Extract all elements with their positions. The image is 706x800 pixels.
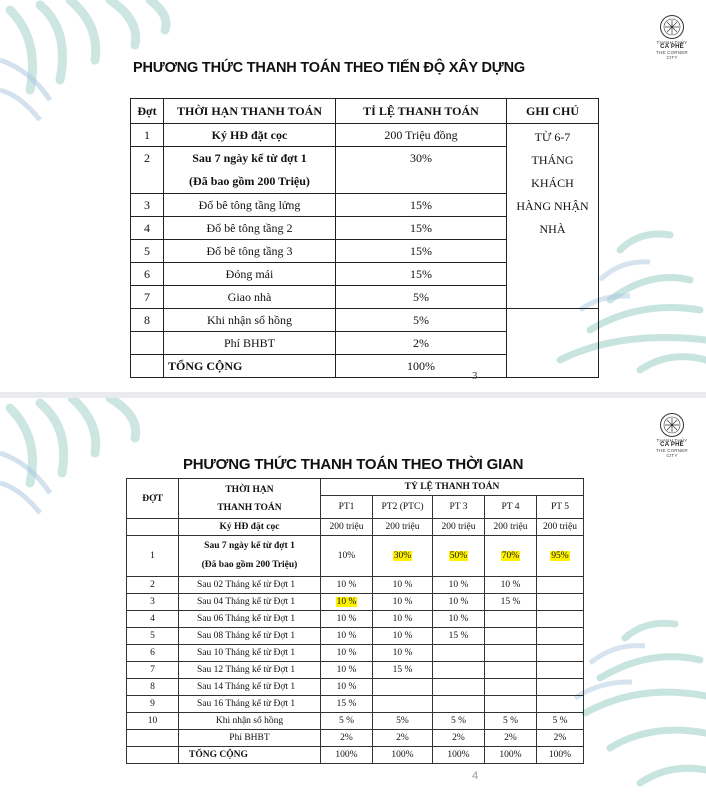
cell-dot: 7	[131, 286, 164, 309]
cell-value	[433, 679, 485, 696]
cell-total-rate: 100%	[336, 355, 507, 378]
time-payment-table	[126, 478, 584, 764]
cell-term: Sau 10 Tháng kể từ Đợt 1	[179, 645, 321, 662]
table-row	[127, 577, 584, 594]
cell-rate: 2%	[336, 332, 507, 355]
cell-term-line-1: Sau 7 ngày kể từ đợt 1	[204, 541, 295, 551]
cell-value: 10 %	[433, 594, 485, 611]
logo-line-3: THE CORNER CITY	[656, 448, 688, 458]
cell-dot: 1	[127, 536, 179, 577]
cell-term: Sau 02 Tháng kể từ Đợt 1	[179, 577, 321, 594]
cell-dot: 9	[127, 696, 179, 713]
cell-term	[164, 147, 336, 194]
slide-4	[0, 398, 706, 800]
cell-rate: 30%	[336, 147, 507, 194]
cell-value: 5%	[373, 713, 433, 730]
cell-term: Khi nhận sổ hồng	[179, 713, 321, 730]
table-row	[127, 696, 584, 713]
table-row	[127, 645, 584, 662]
brand-logo	[652, 412, 692, 458]
note-cell-empty	[507, 309, 599, 378]
logo-emblem-icon	[659, 412, 685, 438]
table-row	[127, 679, 584, 696]
cell-value: 5 %	[485, 713, 537, 730]
cell-rate: 200 Triệu đồng	[336, 124, 507, 147]
cell-dot: 10	[127, 713, 179, 730]
cell-value: 5 %	[321, 713, 373, 730]
highlighted-value: 70%	[501, 551, 520, 561]
cell-term: Sau 08 Tháng kể từ Đợt 1	[179, 628, 321, 645]
header-plan: PT 4	[485, 496, 537, 519]
cell-value	[373, 679, 433, 696]
cell-dot: 5	[131, 240, 164, 263]
cell-term: Phí BHBT	[179, 730, 321, 747]
note-line: THÁNG	[531, 153, 574, 167]
cell-dot: 6	[131, 263, 164, 286]
cell-rate: 15%	[336, 194, 507, 217]
header-plan: PT2 (PTC)	[373, 496, 433, 519]
cell-value	[537, 577, 584, 594]
cell-term: Sau 04 Tháng kể từ Đợt 1	[179, 594, 321, 611]
table-row	[127, 730, 584, 747]
cell-value: 5 %	[537, 713, 584, 730]
highlighted-value: 10 %	[336, 597, 357, 607]
table-header-row	[131, 99, 599, 124]
slide-3	[0, 0, 706, 392]
cell-term-line-2: (Đã bao gồm 200 Triệu)	[201, 560, 298, 570]
cell-dot: 3	[131, 194, 164, 217]
cell-value	[537, 594, 584, 611]
cell-term: Đóng mái	[164, 263, 336, 286]
cell-value	[485, 611, 537, 628]
cell-dot	[131, 355, 164, 378]
logo-line-3: THE CORNER CITY	[656, 50, 688, 60]
cell-value: 200 triệu	[433, 519, 485, 536]
header-term-line-2: THANH TOÁN	[217, 502, 282, 513]
cell-rate: 15%	[336, 263, 507, 286]
cell-value	[537, 679, 584, 696]
table-header-row	[127, 479, 584, 496]
cell-total-label: TỔNG CỘNG	[164, 355, 336, 378]
header-term	[179, 479, 321, 519]
cell-value: 10 %	[373, 611, 433, 628]
cell-term: Sau 14 Tháng kể từ Đợt 1	[179, 679, 321, 696]
cell-value: 10 %	[373, 628, 433, 645]
cell-dot: 8	[131, 309, 164, 332]
table-row	[127, 662, 584, 679]
cell-value: 2%	[537, 730, 584, 747]
table-row	[127, 611, 584, 628]
cell-value	[537, 536, 584, 577]
cell-dot: 2	[131, 147, 164, 194]
cell-value: 100%	[485, 747, 537, 764]
cell-dot: 8	[127, 679, 179, 696]
highlighted-value: 50%	[449, 551, 468, 561]
table-row	[131, 124, 599, 147]
cell-term-line-2: (Đã bao gồm 200 Triệu)	[189, 174, 310, 188]
cell-rate: 15%	[336, 240, 507, 263]
cell-term: Sau 12 Tháng kể từ Đợt 1	[179, 662, 321, 679]
cell-rate: 5%	[336, 286, 507, 309]
logo-emblem-icon	[659, 14, 685, 40]
cell-value: 10 %	[321, 662, 373, 679]
cell-value: 2%	[433, 730, 485, 747]
note-line: KHÁCH	[531, 176, 574, 190]
cell-value: 15 %	[485, 594, 537, 611]
cell-value: 2%	[321, 730, 373, 747]
note-cell	[507, 124, 599, 309]
slide-title: PHƯƠNG THỨC THANH TOÁN THEO TIẾN ĐỘ XÂY DỰNG	[133, 60, 525, 76]
table-row	[127, 628, 584, 645]
header-plan: PT 5	[537, 496, 584, 519]
cell-value	[433, 536, 485, 577]
cell-dot: 7	[127, 662, 179, 679]
cell-value	[321, 536, 373, 577]
cell-value	[485, 662, 537, 679]
cell-rate: 5%	[336, 309, 507, 332]
highlighted-value: 30%	[393, 551, 412, 561]
cell-value: 15 %	[321, 696, 373, 713]
table-row	[131, 309, 599, 332]
cell-value	[485, 645, 537, 662]
cell-dot: 5	[127, 628, 179, 645]
cell-value	[433, 662, 485, 679]
cell-dot: 4	[127, 611, 179, 628]
cell-dot	[127, 519, 179, 536]
cell-dot	[131, 332, 164, 355]
logo-line-2: CA PHÊ	[660, 44, 684, 50]
cell-dot: 2	[127, 577, 179, 594]
table-row	[127, 713, 584, 730]
cell-dot: 4	[131, 217, 164, 240]
cell-value	[485, 696, 537, 713]
table-total-row	[127, 747, 584, 764]
cell-term: Đổ bê tông tầng 3	[164, 240, 336, 263]
header-plan: PT1	[321, 496, 373, 519]
logo-line-1: THANH THỦY	[656, 438, 688, 443]
cell-value: 200 triệu	[321, 519, 373, 536]
logo-line-2: CA PHÊ	[660, 442, 684, 448]
cell-value	[485, 679, 537, 696]
page-number: 4	[472, 770, 479, 782]
table-row	[127, 519, 584, 536]
header-plan: PT 3	[433, 496, 485, 519]
cell-term: Đổ bê tông tầng lửng	[164, 194, 336, 217]
cell-value: 100%	[433, 747, 485, 764]
note-line: NHÀ	[539, 222, 566, 236]
cell-term: Phí BHBT	[164, 332, 336, 355]
cell-value: 10 %	[373, 577, 433, 594]
header-rate: TỶ LỆ THANH TOÁN	[321, 479, 584, 496]
cell-rate: 15%	[336, 217, 507, 240]
cell-dot: 6	[127, 645, 179, 662]
cell-term: Ký HĐ đặt cọc	[164, 124, 336, 147]
header-dot: ĐỢT	[127, 479, 179, 519]
construction-payment-table	[130, 98, 599, 378]
cell-value	[537, 611, 584, 628]
slide-title: PHƯƠNG THỨC THANH TOÁN THEO THỜI GIAN	[183, 456, 524, 473]
cell-value	[321, 594, 373, 611]
cell-dot: 3	[127, 594, 179, 611]
cell-value	[537, 662, 584, 679]
cell-value: 100%	[537, 747, 584, 764]
cell-value	[433, 645, 485, 662]
cell-value: 10 %	[321, 679, 373, 696]
cell-term: Sau 06 Tháng kể từ Đợt 1	[179, 611, 321, 628]
cell-value: 10 %	[433, 577, 485, 594]
cell-value	[537, 696, 584, 713]
cell-term: Ký HĐ đặt cọc	[179, 519, 321, 536]
table-row	[127, 536, 584, 577]
header-note: GHI CHÚ	[507, 99, 599, 124]
value-text: 10%	[337, 551, 356, 561]
cell-term: Sau 16 Tháng kể từ Đợt 1	[179, 696, 321, 713]
cell-value	[373, 696, 433, 713]
cell-total-label: TỔNG CỘNG	[179, 747, 321, 764]
highlighted-value: 95%	[551, 551, 569, 561]
cell-value: 2%	[373, 730, 433, 747]
brand-logo	[652, 14, 692, 60]
cell-dot: 1	[131, 124, 164, 147]
header-term-line-1: THỜI HẠN	[225, 484, 274, 495]
cell-dot	[127, 730, 179, 747]
cell-value: 200 triệu	[373, 519, 433, 536]
cell-value	[485, 628, 537, 645]
header-rate: TỈ LỆ THANH TOÁN	[336, 99, 507, 124]
cell-term: Đổ bê tông tầng 2	[164, 217, 336, 240]
logo-line-1: THANH THỦY	[656, 40, 688, 45]
cell-term: Khi nhận sổ hồng	[164, 309, 336, 332]
header-dot: Đợt	[131, 99, 164, 124]
cell-term-line-1: Sau 7 ngày kể từ đợt 1	[192, 151, 307, 165]
cell-value: 15 %	[433, 628, 485, 645]
cell-value: 2%	[485, 730, 537, 747]
cell-value: 10 %	[373, 594, 433, 611]
cell-value: 15 %	[373, 662, 433, 679]
cell-value: 10 %	[321, 645, 373, 662]
cell-term	[179, 536, 321, 577]
cell-value: 10 %	[485, 577, 537, 594]
cell-dot	[127, 747, 179, 764]
cell-value: 10 %	[321, 628, 373, 645]
cell-value: 10 %	[433, 611, 485, 628]
page-number: 3	[472, 370, 478, 382]
cell-value: 100%	[321, 747, 373, 764]
cell-value: 100%	[373, 747, 433, 764]
cell-value: 200 triệu	[485, 519, 537, 536]
cell-value: 10 %	[321, 611, 373, 628]
cell-value	[485, 536, 537, 577]
cell-value: 10 %	[373, 645, 433, 662]
header-term: THỜI HẠN THANH TOÁN	[164, 99, 336, 124]
cell-value	[373, 536, 433, 577]
cell-term: Giao nhà	[164, 286, 336, 309]
note-line: TỪ 6-7	[534, 130, 571, 144]
cell-value	[433, 696, 485, 713]
cell-value	[537, 645, 584, 662]
table-row	[127, 594, 584, 611]
cell-value: 10 %	[321, 577, 373, 594]
note-line: HÀNG NHẬN	[516, 199, 589, 213]
cell-value: 200 triệu	[537, 519, 584, 536]
cell-value: 5 %	[433, 713, 485, 730]
cell-value	[537, 628, 584, 645]
